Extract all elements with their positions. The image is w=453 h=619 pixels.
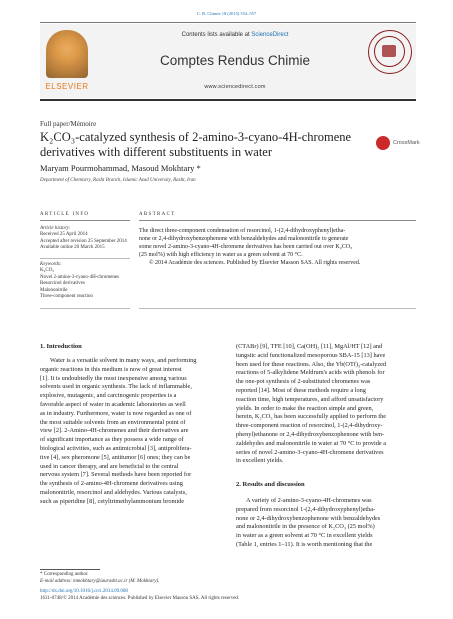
right-line: phenyl)ethanone or 2,4-dihydroxybenzophenone with ben-: [236, 430, 385, 438]
results-line: (Table 1, entries 1–11). It is worth mentioning that the: [236, 540, 373, 548]
intro-line: [1]. It is undoubtedly the most inexpensive among various: [40, 374, 187, 382]
journal-homepage-link[interactable]: www.sciencedirect.com: [204, 84, 266, 90]
right-line: yields. In order to make the reaction simple and green,: [236, 404, 374, 412]
intro-line: view [2]. 2-Amino-4H-chromenes and their derivatives are: [40, 427, 189, 435]
right-line: herein, K₂CO₃ has been successfully applied to perform the: [236, 413, 387, 421]
abstract-rule: [139, 220, 416, 221]
intro-line: tive [4], sex pheromone [5], antitumor [6] ones; they can be: [40, 453, 191, 461]
keyword-item: Malononitrile: [40, 287, 68, 293]
intro-line: such as piperidine [8], cetyltrimethylammonium bromide: [40, 497, 185, 505]
intro-line: favorable aspect of water in academic laboratories as well: [40, 400, 186, 408]
keyword-item: Novel 2-amino-3-cyano-4H-chromenes: [40, 274, 119, 280]
keywords-label: Keywords:: [40, 262, 62, 267]
doi-link[interactable]: http://dx.doi.org/10.1016/j.crci.2014.09.008: [40, 589, 128, 594]
article-type: Full paper/Mémoire: [40, 120, 97, 128]
info-bottom-rule: [40, 308, 130, 309]
seal-inner-ring: [374, 36, 405, 67]
right-line: reactions of 5-alkylidene Meldrum's acids with phenols for: [236, 369, 385, 377]
elsevier-tree-icon: [46, 30, 88, 78]
intro-line: as in industry. Furthermore, water is now regarded as one of: [40, 409, 192, 417]
introduction-heading: 1. Introduction: [40, 343, 82, 350]
intro-line: biological activities, such as antimicrobial [3], antiprolifera-: [40, 444, 192, 452]
abstract-body: [139, 227, 416, 267]
intro-line: solvents used in organic synthesis. The lack of inflammable,: [40, 383, 192, 391]
intro-line: Water is a versatile solvent in many ways, and performing: [50, 357, 197, 364]
right-line: in excellent yields.: [236, 457, 284, 465]
keywords-block: [40, 262, 135, 300]
footnote-line-1: * Corresponding author.: [40, 572, 89, 577]
affiliation: Department of Chemistry, Rasht Branch, Islamic Azad University, Rasht, Iran: [40, 178, 196, 183]
article-info-heading: ARTICLE INFO: [40, 212, 90, 217]
results-line: A variety of 2-amino-3-cyano-4H-chromenes was: [246, 497, 372, 504]
copyright-line: 1631-0748/© 2014 Académie des sciences. Published by Elsevier Masson SAS. All rights reserved.: [40, 596, 240, 601]
contents-available-line: [100, 32, 370, 38]
results-line: prepared from resorcinol 1-(2,4-dihydroxyphenyl)etha-: [236, 505, 376, 513]
intro-line: explosive, mutagenic, and carcinogenic properties is a: [40, 392, 177, 400]
seal-emblem-icon: [382, 45, 396, 57]
right-column-text: [236, 343, 421, 466]
contents-prefix: Contents lists available at: [181, 32, 252, 38]
crossmark-label[interactable]: CrossMark: [393, 140, 420, 146]
introduction-text: [40, 357, 225, 507]
abstract-heading: ABSTRACT: [139, 212, 176, 217]
right-line: reaction time, high temperatures, and afford unsatisfactory: [236, 395, 384, 403]
journal-title: Comptes Rendus Chimie: [159, 53, 311, 68]
crossmark-icon[interactable]: [376, 136, 390, 150]
right-line: (CTABr) [9], TFE [10], Ca(OH)₂ [11], MgAl/HT [12] and: [236, 343, 383, 350]
masthead-top-rule: [40, 22, 416, 23]
history-online: Available online 20 March 2015: [40, 245, 105, 251]
right-line: been used for these reactions. Also, the Yb(OTf)₃-catalyzed: [236, 360, 387, 368]
article-title: [40, 130, 360, 159]
masthead-bottom-rule: [40, 99, 416, 101]
intro-line: malononitrile, resorcinol and aldehydes. Various catalysts,: [40, 488, 187, 496]
results-text: [236, 497, 421, 550]
intro-line: the synthesis of 2-amino-4H-chromene derivatives using: [40, 480, 183, 488]
abstract-line: (25 mol%) with high efficiency in water as a green solvent at 70 °C.: [139, 252, 303, 258]
title-line-1: K₂CO₃-catalyzed synthesis of 2-amino-3-cyano-4H-chromene: [40, 130, 352, 144]
article-info-rule: [40, 220, 130, 221]
abstract-line: The direct three-component condensation of resorcinol, 1-(2,4-dihydroxyphenyl)etha-: [139, 228, 346, 234]
publisher-name: ELSEVIER: [45, 82, 89, 91]
intro-line: the most suitable solvents from an environmental point of: [40, 418, 186, 426]
right-line: tungstic acid functionalized mesoporous SBA-15 [13] have: [236, 351, 386, 359]
footnote-rule: [40, 569, 100, 570]
article-history: [40, 226, 135, 252]
results-line: in water as a green solvent at 70 °C in excellent yields: [236, 532, 373, 540]
results-line: none or 2,4-dihydroxybenzophenone with benzaldehydes: [236, 514, 381, 522]
right-line: reported [14]. Most of these methods require a long: [236, 386, 366, 394]
abstract-line: some novel 2-amino-3-cyano-4H-chromene derivatives has been carried out over K₂CO₃: [139, 244, 353, 250]
intro-line: used in cancer therapy, and are beneficial to the central: [40, 462, 179, 470]
academie-seal-logo: [368, 30, 412, 74]
right-line: zaldehydes and malononitrile in water at 70 °C to provide a: [236, 439, 387, 447]
elsevier-logo[interactable]: [40, 24, 94, 98]
corresponding-footnote: [40, 572, 159, 585]
intro-line: nervous system [7]. Several methods have been reported for: [40, 471, 192, 479]
title-line-2: derivatives with different substituents in water: [40, 144, 273, 159]
results-line: and malononitrile in the presence of K₂CO₃ (25 mol%): [236, 523, 375, 531]
footnote-email[interactable]: E-mail address: mmokhtary@iaurasht.ac.ir (M. Mokhtary).: [40, 578, 160, 584]
abstract-bottom-rule: [139, 308, 416, 309]
history-label: Article history:: [40, 226, 71, 231]
history-received: Received 25 April 2014: [40, 232, 88, 238]
keyword-item: Resorcinol derivatives: [40, 281, 85, 287]
author-list[interactable]: Maryam Pourmohammad, Masoud Mokhtary *: [40, 163, 201, 173]
right-line: three-component reaction of resorcinol, 1-(2,4-dihydroxy-: [236, 422, 383, 430]
abstract-line: none or 2,4-dihydroxybenzophenone with benzaldehydes and malononitrile to generate: [139, 236, 349, 242]
results-heading: 2. Results and discussion: [236, 481, 305, 488]
keyword-item: K₂CO₃: [40, 268, 55, 274]
intro-line: of significant importance as they possess a wide range of: [40, 436, 184, 444]
running-header[interactable]: C. R. Chimie 18 (2015) 554–557: [196, 11, 257, 16]
history-accepted: Accepted after revision 25 September 2014: [40, 238, 127, 244]
right-line: the one-pot synthesis of 2-substituted chromenes was: [236, 378, 371, 386]
intro-line: organic reactions in this medium is now of great interest: [40, 365, 182, 373]
sciencedirect-link[interactable]: ScienceDirect: [251, 32, 289, 38]
abstract-copyright: © 2014 Académie des sciences. Published by Elsevier Masson SAS. All rights reserved.: [149, 260, 361, 266]
keywords-rule: [40, 258, 130, 259]
keyword-item: Three-component reaction: [40, 294, 93, 300]
right-line: series of novel 2-amino-3-cyano-4H-chromene derivatives: [236, 448, 384, 456]
